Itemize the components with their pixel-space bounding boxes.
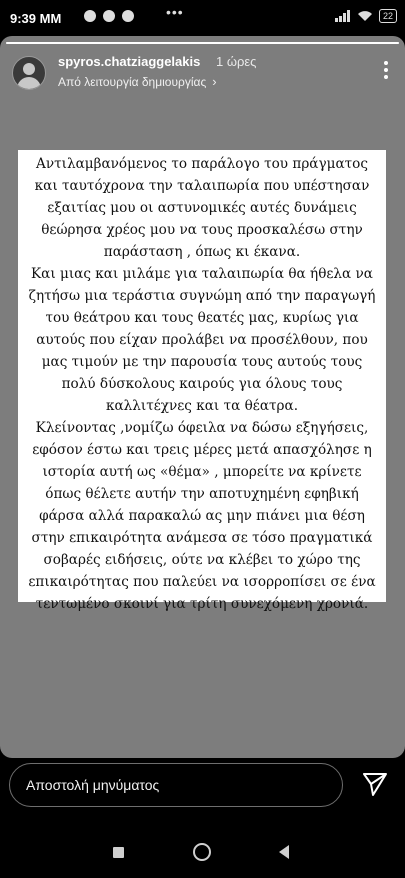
note-paragraph: Κλείνοντας ,νομίζω όφειλα να δώσω εξηγήσεις, εφόσον έστω και τρεις μέρες μετά απασχόλησε η ιστορία αυτή ως «θέμα» , μπορείτε να κρίνετε όπως θέλετε αυτήν την αποτυχημένη εφηβική φάρσα αλλά παρακαλώ ας μην πιάνει μια θέση στην επικαιρότητα ανάμεσα σε τόσο πραγματικά σοβαρές ειδήσεις, ούτε να κλέβει το χώρο της επικαιρότητας που παλεύει να ισορροπίσει σε ένα τεντωμένο σκοινί για τρίτη συνεχόμενη χρονιά. bbox=[28, 420, 376, 612]
status-time: 9:39 MM bbox=[10, 11, 62, 26]
signal-icon bbox=[335, 10, 351, 22]
story-progress-bar bbox=[6, 42, 399, 44]
more-notifications-icon: ••• bbox=[166, 4, 184, 20]
chrome-icon bbox=[122, 10, 134, 22]
story-time-ago: 1 ώρες bbox=[216, 54, 257, 69]
chrome-icon bbox=[103, 10, 115, 22]
create-mode-link[interactable] bbox=[58, 74, 217, 89]
note-paragraph: Αντιλαμβανόμενος το παράλογο του πράγματος και ταυτόχρονα την ταλαιπωρία που υπέστησαν εξαιτίας μου οι αστυνομικές αυτές δυνάμεις θεώρησα χρέος μου να τους προσκαλέσω στην παράσταση , όπως κι έκανα. bbox=[34, 156, 370, 260]
story-progress-fill bbox=[6, 42, 399, 44]
system-icons bbox=[335, 9, 397, 23]
story-text-note bbox=[18, 150, 386, 612]
recents-icon[interactable] bbox=[113, 847, 124, 858]
alarm-icon bbox=[84, 10, 96, 22]
send-message-placeholder: Αποστολή μηνύματος bbox=[26, 777, 160, 793]
status-bar bbox=[0, 0, 405, 36]
send-icon[interactable] bbox=[361, 770, 389, 798]
notification-icons bbox=[84, 10, 134, 22]
story-viewer[interactable] bbox=[0, 36, 405, 758]
note-paragraph: Και μιας και μιλάμε για ταλαιπωρία θα ήθελα να ζητήσω μια τεράστια συγνώμη από την παραγωγή του θεάτρου και τους θεατές μας, κυρίως για αυτούς που είχαν προλάβει να προσέλθουν, που μας τιμούν με την παρουσία τους αυτούς τους πολύ δύσκολους καιρούς για όλους τους καλλιτέχνες και τα θέατρα. bbox=[28, 266, 376, 414]
send-message-input[interactable] bbox=[9, 763, 343, 807]
system-nav-bar bbox=[0, 822, 405, 878]
more-options-icon[interactable] bbox=[383, 61, 389, 79]
story-subtitle: Από λειτουργία δημιουργίας bbox=[58, 74, 207, 89]
home-icon[interactable] bbox=[193, 843, 211, 861]
battery-icon: 22 bbox=[379, 9, 397, 23]
chevron-right-icon: › bbox=[212, 74, 217, 89]
story-username[interactable]: spyros.chatziaggelakis bbox=[58, 54, 201, 69]
avatar[interactable] bbox=[12, 56, 46, 90]
back-icon[interactable] bbox=[279, 845, 289, 859]
wifi-icon bbox=[357, 10, 373, 22]
